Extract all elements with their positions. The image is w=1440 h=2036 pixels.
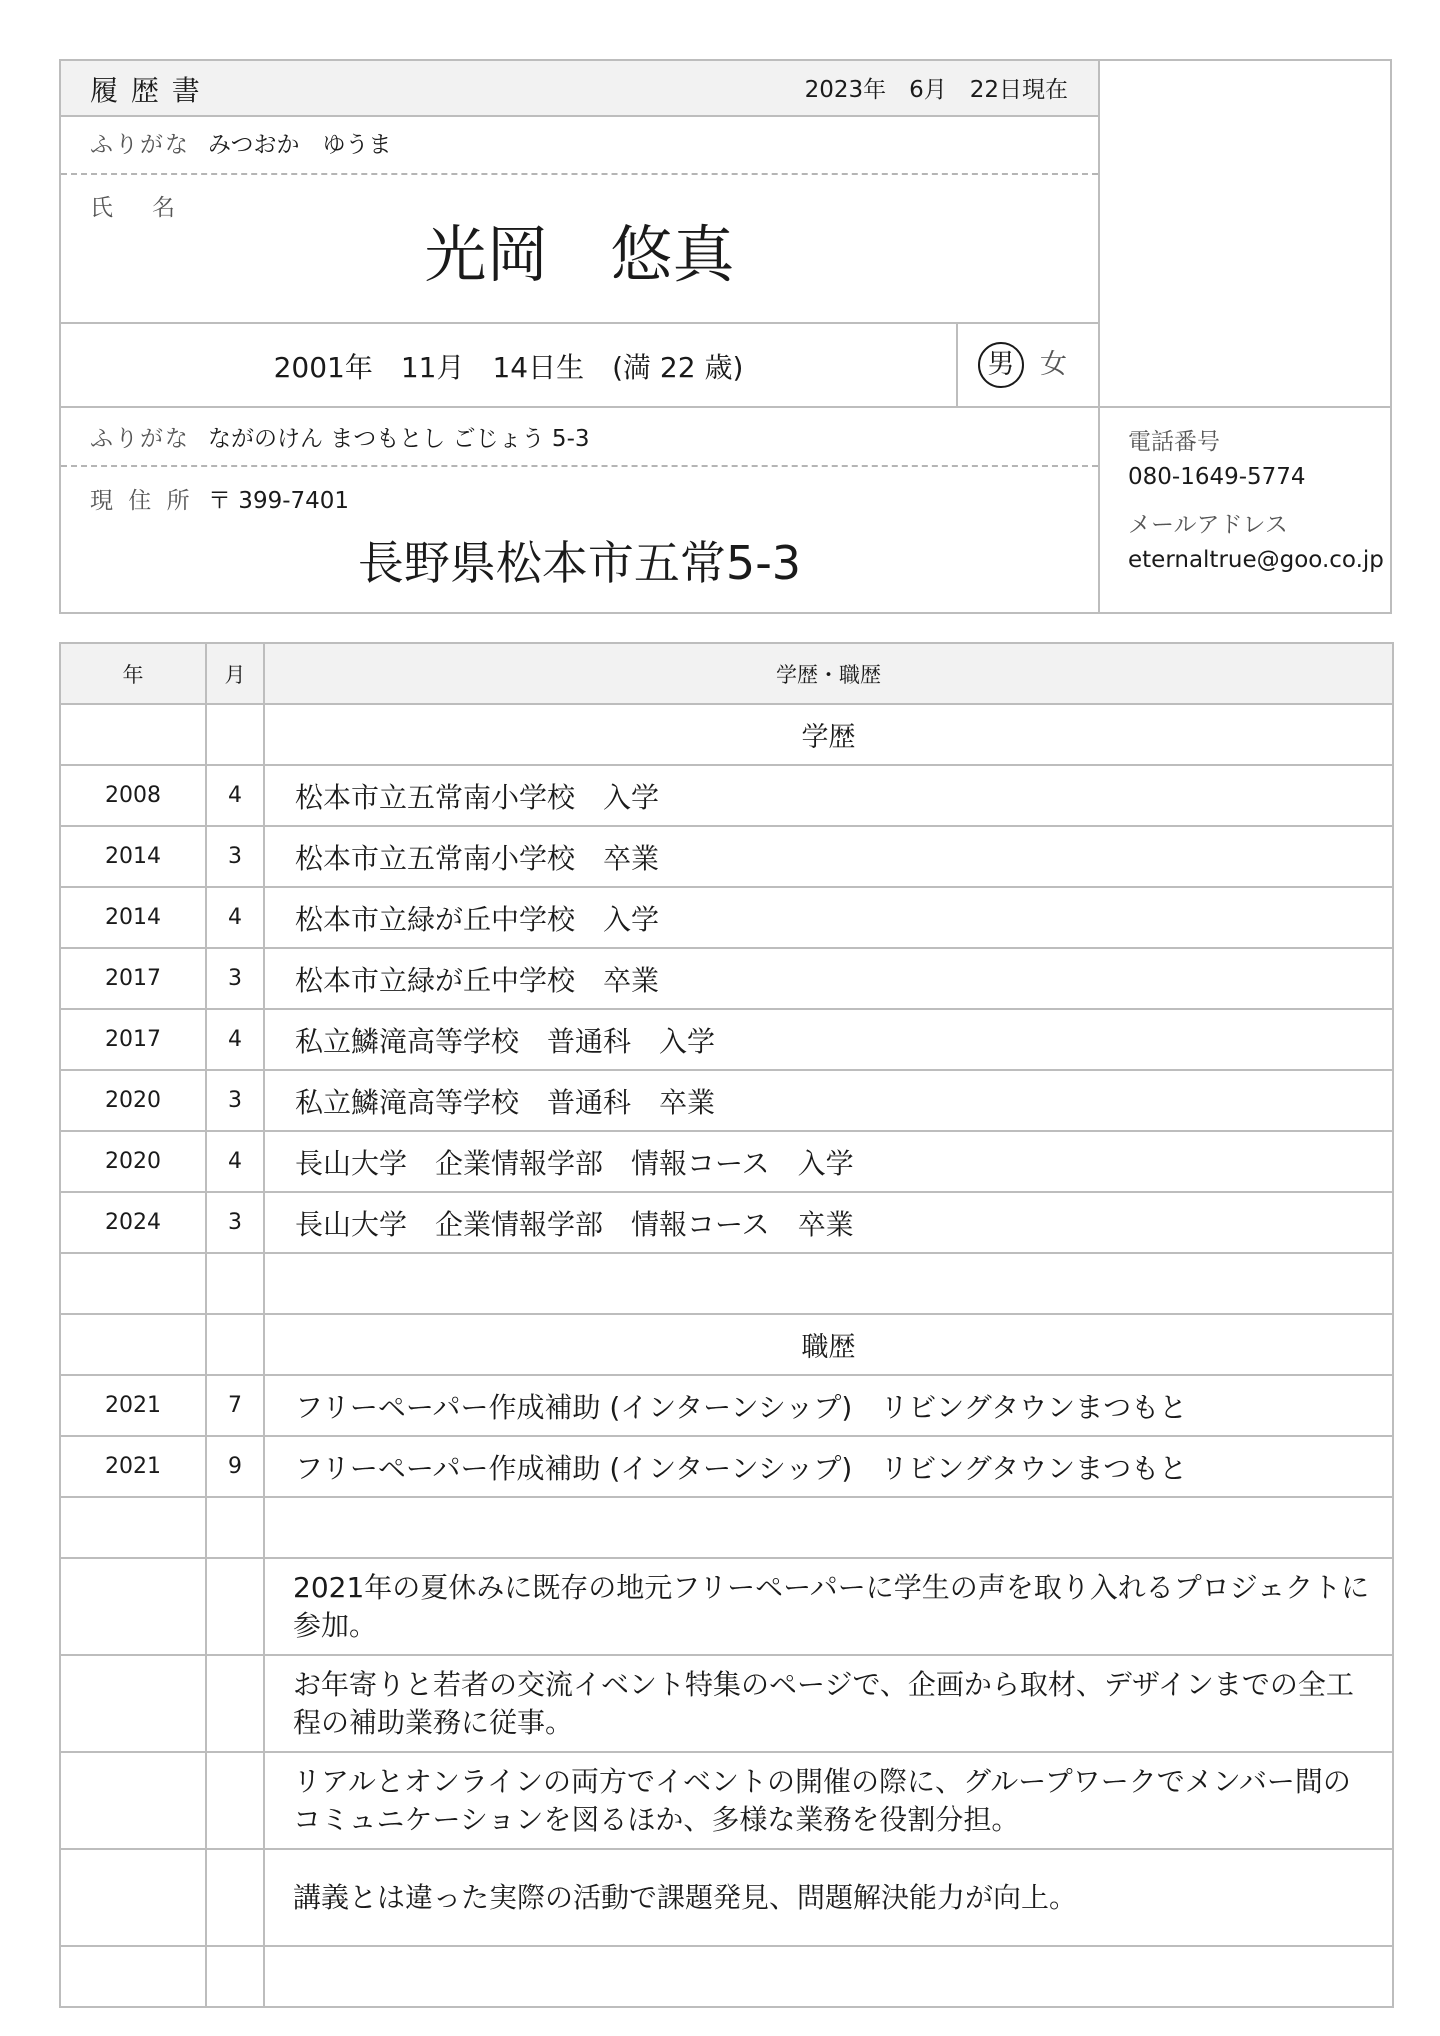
table-row [60, 1375, 1393, 1436]
row-year: 2017 [60, 948, 206, 1009]
header-content: 学歴・職歴 [264, 643, 1393, 704]
row-year: 2020 [60, 1070, 206, 1131]
table-header-row [60, 643, 1393, 704]
row-year: 2017 [60, 1009, 206, 1070]
header-month: 月 [206, 643, 264, 704]
row-year [60, 1497, 206, 1558]
work-description: 2021年の夏休みに既存の地元フリーペーパーに学生の声を取り入れるプロジェクトに参加。 [264, 1558, 1393, 1655]
row-month [206, 1497, 264, 1558]
row-month: 3 [206, 948, 264, 1009]
section-heading: 学歴 [264, 704, 1393, 765]
divider [1098, 406, 1392, 408]
row-month [206, 1946, 264, 2007]
row-month [206, 1655, 264, 1752]
row-content: 長山大学 企業情報学部 情報コース 入学 [264, 1131, 1393, 1192]
work-description: お年寄りと若者の交流イベント特集のページで、企画から取材、デザインまでの全工程の補助業務に従事。 [264, 1655, 1393, 1752]
table-row [60, 1192, 1393, 1253]
row-month: 3 [206, 1192, 264, 1253]
table-row [60, 1009, 1393, 1070]
row-month [206, 704, 264, 765]
row-year [60, 704, 206, 765]
row-month [206, 1849, 264, 1946]
table-row [60, 1946, 1393, 2007]
work-description: リアルとオンラインの両方でイベントの開催の際に、グループワークでメンバー間のコミュニケーションを図るほか、多様な業務を役割分担。 [264, 1752, 1393, 1849]
divider [59, 322, 1100, 324]
row-year: 2021 [60, 1436, 206, 1497]
row-year [60, 1752, 206, 1849]
table-row [60, 1314, 1393, 1375]
row-year: 2014 [60, 887, 206, 948]
postal-code: 〒 399-7401 [208, 488, 350, 514]
row-month: 4 [206, 887, 264, 948]
history-body [60, 704, 1393, 2007]
birth-date: 2001年 11月 14日生 (満 22 歳) [273, 351, 744, 384]
row-year [60, 1558, 206, 1655]
address-label: 現 住 所 [90, 488, 194, 514]
document-title: 履 歴 書 [90, 74, 202, 107]
header-year: 年 [60, 643, 206, 704]
table-row [60, 704, 1393, 765]
table-row [60, 765, 1393, 826]
table-row [60, 1436, 1393, 1497]
row-content: フリーペーパー作成補助 (インターンシップ) リビングタウンまつもと [264, 1436, 1393, 1497]
row-month [206, 1558, 264, 1655]
history-table [59, 642, 1394, 2008]
row-content: 松本市立緑が丘中学校 入学 [264, 887, 1393, 948]
row-content [264, 1497, 1393, 1558]
row-content [264, 1253, 1393, 1314]
email-address: eternaltrue@goo.co.jp [1128, 547, 1384, 573]
row-year: 2021 [60, 1375, 206, 1436]
date-current: 2023年 6月 22日現在 [804, 77, 1068, 103]
section-heading: 職歴 [264, 1314, 1393, 1375]
row-month: 3 [206, 826, 264, 887]
full-name: 光岡 悠真 [424, 218, 735, 291]
row-year [60, 1253, 206, 1314]
table-row [60, 1253, 1393, 1314]
name-furigana: みつおか ゆうま [208, 132, 392, 158]
table-row [60, 948, 1393, 1009]
divider [59, 406, 1100, 408]
row-year: 2008 [60, 765, 206, 826]
table-row [60, 1655, 1393, 1752]
row-month [206, 1752, 264, 1849]
divider [59, 115, 1100, 117]
row-content: 松本市立五常南小学校 入学 [264, 765, 1393, 826]
address-furigana: ながのけん まつもとし ごじょう 5-3 [208, 426, 590, 452]
phone-number: 080-1649-5774 [1128, 464, 1306, 490]
table-row [60, 1131, 1393, 1192]
phone-label: 電話番号 [1128, 429, 1220, 455]
row-year: 2020 [60, 1131, 206, 1192]
gender-female: 女 [1040, 349, 1067, 380]
row-content: 長山大学 企業情報学部 情報コース 卒業 [264, 1192, 1393, 1253]
email-label: メールアドレス [1128, 512, 1288, 538]
name-furigana-label: ふりがな [90, 132, 190, 158]
row-content: 私立鱗滝高等学校 普通科 卒業 [264, 1070, 1393, 1131]
row-month: 7 [206, 1375, 264, 1436]
name-label: 氏 名 [90, 195, 183, 221]
table-row [60, 887, 1393, 948]
row-year: 2014 [60, 826, 206, 887]
row-year [60, 1849, 206, 1946]
table-row [60, 1070, 1393, 1131]
row-content: 松本市立緑が丘中学校 卒業 [264, 948, 1393, 1009]
table-row [60, 1497, 1393, 1558]
row-month [206, 1314, 264, 1375]
row-content: フリーペーパー作成補助 (インターンシップ) リビングタウンまつもと [264, 1375, 1393, 1436]
row-month [206, 1253, 264, 1314]
work-description: 講義とは違った実際の活動で課題発見、問題解決能力が向上。 [264, 1849, 1393, 1946]
row-year [60, 1314, 206, 1375]
address-furigana-label: ふりがな [90, 426, 190, 452]
row-month: 9 [206, 1436, 264, 1497]
row-year: 2024 [60, 1192, 206, 1253]
photo-area [1100, 61, 1390, 406]
row-content [264, 1946, 1393, 2007]
row-month: 3 [206, 1070, 264, 1131]
table-row [60, 826, 1393, 887]
row-month: 4 [206, 1009, 264, 1070]
table-row [60, 1849, 1393, 1946]
gender-male: 男 [987, 349, 1015, 380]
dashed-divider [61, 173, 1098, 175]
divider [956, 322, 958, 408]
home-address: 長野県松本市五常5-3 [357, 536, 802, 590]
row-month: 4 [206, 1131, 264, 1192]
row-year [60, 1655, 206, 1752]
row-year [60, 1946, 206, 2007]
table-row [60, 1752, 1393, 1849]
row-content: 松本市立五常南小学校 卒業 [264, 826, 1393, 887]
table-row [60, 1558, 1393, 1655]
row-month: 4 [206, 765, 264, 826]
dashed-divider [61, 465, 1098, 467]
row-content: 私立鱗滝高等学校 普通科 入学 [264, 1009, 1393, 1070]
